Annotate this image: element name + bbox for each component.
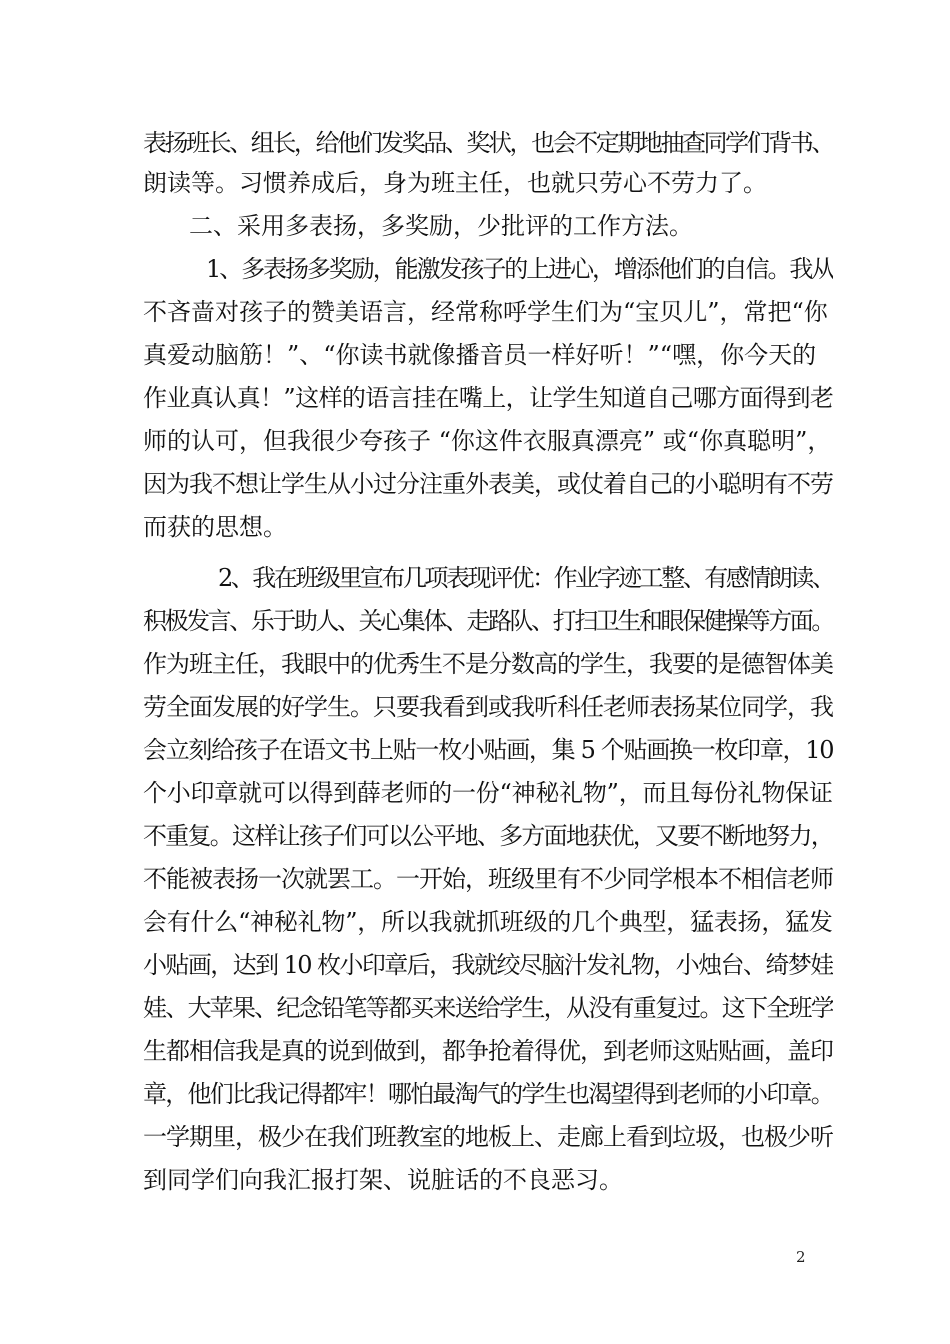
text-line: 会有什么“神秘礼物”，所以我就抓班级的几个典型，猛表扬，猛发 xyxy=(143,908,833,936)
text-line: 不重复。这样让孩子们可以公平地、多方面地获优，又要不断地努力， xyxy=(143,822,833,850)
page-number: 2 xyxy=(796,1248,806,1266)
text-line: 因为我不想让学生从小过分注重外表美，或仗着自己的小聪明有不劳 xyxy=(143,470,833,498)
text-line: 积极发言、乐于助人、关心集体、走路队、打扫卫生和眼保健操等方面。 xyxy=(143,607,833,635)
text-line: 2、我在班级里宣布几项表现评优：作业字迹工整、有感情朗读、 xyxy=(218,564,833,592)
section-heading: 二、采用多表扬，多奖励，少批评的工作方法。 xyxy=(189,212,693,240)
text-line: 娃、大苹果、纪念铅笔等都买来送给学生，从没有重复过。这下全班学 xyxy=(143,994,833,1022)
text-line: 一学期里，极少在我们班教室的地板上、走廊上看到垃圾，也极少听 xyxy=(143,1123,833,1151)
text-line: 会立刻给孩子在语文书上贴一枚小贴画，集 5 个贴画换一枚印章，10 xyxy=(143,736,833,764)
text-line: 而获的思想。 xyxy=(143,513,287,541)
text-line: 1、多表扬多奖励，能激发孩子的上进心，增添他们的自信。我从 xyxy=(206,255,833,283)
text-line: 到同学们向我汇报打架、说脏话的不良恶习。 xyxy=(143,1166,623,1194)
text-line: 劳全面发展的好学生。只要我看到或我听科任老师表扬某位同学，我 xyxy=(143,693,833,721)
text-line: 个小印章就可以得到薛老师的一份“神秘礼物”，而且每份礼物保证 xyxy=(143,779,833,807)
text-line: 不吝啬对孩子的赞美语言，经常称呼学生们为“宝贝儿”，常把“你 xyxy=(143,298,828,326)
text-line: 真爱动脑筋！”、“你读书就像播音员一样好听！”“嘿，你今天的 xyxy=(143,341,817,369)
text-line: 作为班主任，我眼中的优秀生不是分数高的学生，我要的是德智体美 xyxy=(143,650,833,678)
text-line: 作业真认真！”这样的语言挂在嘴上，让学生知道自己哪方面得到老 xyxy=(143,384,833,412)
text-line: 朗读等。习惯养成后，身为班主任，也就只劳心不劳力了。 xyxy=(143,169,767,197)
text-line: 生都相信我是真的说到做到，都争抢着得优，到老师这贴贴画，盖印 xyxy=(143,1037,833,1065)
text-line: 表扬班长、组长，给他们发奖品、奖状，也会不定期地抽查同学们背书、 xyxy=(143,129,833,157)
text-line: 章，他们比我记得都牢！哪怕最淘气的学生也渴望得到老师的小印章。 xyxy=(143,1080,833,1108)
text-line: 师的认可，但我很少夸孩子 “你这件衣服真漂亮” 或“你真聪明”， xyxy=(143,427,832,455)
text-line: 小贴画，达到 10 枚小印章后，我就绞尽脑汁发礼物，小烛台、绮梦娃 xyxy=(143,951,833,979)
text-line: 不能被表扬一次就罢工。一开始，班级里有不少同学根本不相信老师 xyxy=(143,865,833,893)
